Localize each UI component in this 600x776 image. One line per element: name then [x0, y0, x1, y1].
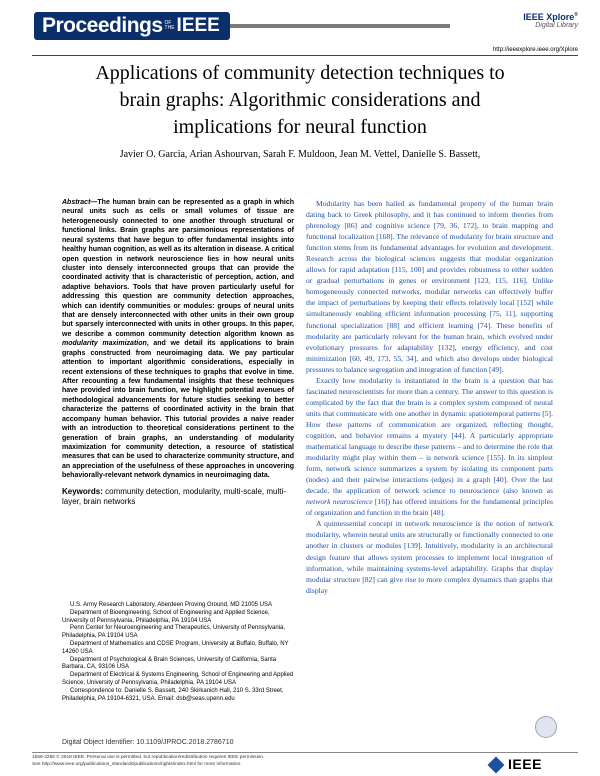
journal-word: Proceedings [42, 14, 163, 37]
affiliation: Department of Electrical & Systems Engineering, School of Engineering and Applied Science, University of Pennsylvania, Philadelphia, PA 19104 USA [62, 672, 294, 686]
title-line: brain graphs: Algorithmic considerations and [119, 89, 481, 111]
keywords [62, 487, 294, 508]
ieee-logo: IEEE [508, 756, 542, 772]
abstract-dash: — [90, 199, 98, 206]
abstract-text-part2: , and we detail its applications to brain graphs constructed from neuroimaging data. We pay particular attention to important algorithmic considerations, especially in recent extensions of these techniques to graphs that evolve in time. After recounting a few fundamental insights that these techniques have provided into brain function, we highlight potential avenues of methodological advancements for future studies seeking to better characterize the patterns of coordinated activity in the brain that accompany human behavior. This tutorial provides a naive reader with an introduction to theoretical considerations pertinent to the generation of brain graphs, an understanding of modularity maximization for community detection, a resource of statistical measures that can be used to characterize community structure, and an appreciation of the usefulness of these approaches in uncovering behaviorally-relevant network dynamics in neuroimaging data. [62, 340, 295, 480]
xplore-subtitle: Digital Library [535, 22, 578, 29]
copyright-line: 1558-2256 © 2018 IEEE. Personal use is permitted, but republication/redistribution requires IEEE permission. [32, 755, 265, 760]
title-line: Applications of community detection techniques to [95, 62, 505, 84]
left-column [62, 198, 294, 508]
journal-of-the: OF THE [164, 20, 175, 31]
header-divider [32, 55, 578, 56]
xplore-reg: ® [574, 12, 578, 18]
body-paragraph [306, 375, 553, 519]
keywords-label: Keywords: [62, 486, 103, 496]
rights-line: See http://www.ieee.org/publications_standards/publications/rights/index.html for more information. [32, 761, 242, 767]
abstract-term: modularity maximization [62, 340, 147, 348]
affiliation: Department of Bioengineering, School of Engineering and Applied Science, University of Pennsylvania, Philadelphia, PA 19104 USA [62, 609, 270, 624]
affiliation: Department of Mathematics and CDSE Program, University at Buffalo, Buffalo, NY 14260 USA [62, 640, 289, 655]
title-line: implications for neural function [173, 116, 427, 138]
crossmark-seal-icon [535, 716, 557, 738]
banner-rule [230, 24, 450, 28]
body-paragraph: Modularity has been hailed as fundamental property of the human brain dating back to Greek philosophy, and it has continued to inform theories from phrenology [86] and cognitive science [79, 36, 172], to brain mapping and functional localization [168]. The relevance of modularity for brain structure and function stems from its fundamental advantages for evolution and development. Research across the biological sciences suggests that modular organization allows for rapid adaptation [115, 100] and provides robustness to either sudden or gradual perturbations in genes or environment [123, 115, 116]. Unlike homogeneously connected networks, modular networks can effectively buffer the impact of perturbations by keeping their effects relatively local [152] while simultaneously enabling efficient information processing [75, 11], supporting functional specialization [88] and efficient learning [74]. These benefits of modularity are particularly relevant for the human brain, which evolved under evolutionary pressures for adaptability [132], energy efficiency, and cost minimization [60, 49, 173, 55, 34], and which also develops under biological pressures to balance segregation and integration of function [49]. [306, 199, 553, 374]
footer-divider [32, 752, 578, 753]
keywords-text: community detection, modularity, multi-scale, multi-layer, brain networks [62, 486, 286, 507]
affiliation: Penn Center for Neuroengineering and Therapeutics, University of Pennsylvania, Philadelphia, PA 19104 USA [62, 625, 286, 640]
affiliation: U.S. Army Research Laboratory, Aberdeen Proving Ground, MD 21005 USA [70, 602, 272, 608]
body-text: [16]) has offered intuitions for the fundamental principles of organization and function in the brain [48]. [306, 497, 553, 518]
journal-ieee: IEEE [176, 15, 220, 36]
abstract-text-part1: The human brain can be represented as a graph in which neural units such as cells or small volumes of tissue are heterogeneously connected to one another through structural or functional links. Brain graphs are parsimonious representations of neural systems that have begun to offer fundamental insights into healthy human cognition, as well as its alteration in disease. A critical open question in network neuroscience lies in how neural units cluster into densely interconnected groups that can provide the coordinated activity that is characteristic of perception, action, and adaptive behaviors. Tools that have proven particularly useful for addressing this question are community detection approaches, which can identify communities or modules: groups of neural units that are densely interconnected with other units in their own group but sparsely interconnected with units in other groups. In this paper, we describe a common community detection algorithm known as [62, 199, 294, 338]
right-column [306, 198, 553, 596]
body-term: network neuroscience [306, 497, 373, 507]
abstract-label: Abstract [62, 199, 91, 206]
correspondence: Correspondence to: Danielle S. Bassett, 240 Skirkanich Hall, 210 S. 33rd Street, Philadelphia, PA 19104-6321, USA. Email: dsb@seas.upenn.edu [62, 687, 284, 702]
journal-banner [0, 6, 600, 46]
copyright-footer [32, 755, 472, 768]
xplore-url[interactable]: http://ieeexplore.ieee.org/Xplore [492, 47, 578, 53]
xplore-logo [523, 12, 578, 29]
affiliations [62, 602, 296, 703]
xplore-name: IEEE Xplore [523, 12, 575, 22]
affiliation: Department of Psychological & Brain Sciences, University of California, Santa Barbara, CA, 93106 USA [62, 656, 277, 671]
proceedings-logo [34, 12, 230, 40]
author-list: Javier O. Garcia, Arian Ashourvan, Sarah F. Muldoon, Jean M. Vettel, Danielle S. Bassett, [119, 149, 481, 160]
abstract [62, 198, 294, 481]
ieee-diamond-icon [488, 757, 505, 774]
doi: Digital Object Identifier: 10.1109/JPROC.2018.2786710 [62, 739, 234, 746]
paper-title [30, 60, 570, 141]
body-text: Exactly how modularity is instantiated in the brain is a question that has fascinated neuroscientists for more than a century. The answer to this question is complicated by the fact that the brain is a complex system composed of neural units that communicate with one another in dynamic spatiotemporal patterns [5]. How these patterns of communication are organized, reflecting thought, cognition, and behavior remains a mystery [44]. A particularly appropriate mathematical language to describe these patterns – and to determine the role that modularity might play within them – is network science [155]. In its simplest form, network science summarizes a system by isolating its component parts (nodes) and their pairwise interactions (edges) in a graph [40]. Over the last decade, the application of network science to neuroscience (also known as [306, 375, 553, 496]
body-paragraph: A quintessential concept in network neuroscience is the notion of network modularity, wherein neural units are structurally or functionally connected to one another in clusters or modules [139]. Intuitively, modularity is an architectural design feature that allows system processes to implement local integration of information, while maintaining systems-level adaptability. Graphs that display modular structure [82] can give rise to more complex dynamics than graphs that display [306, 519, 553, 595]
